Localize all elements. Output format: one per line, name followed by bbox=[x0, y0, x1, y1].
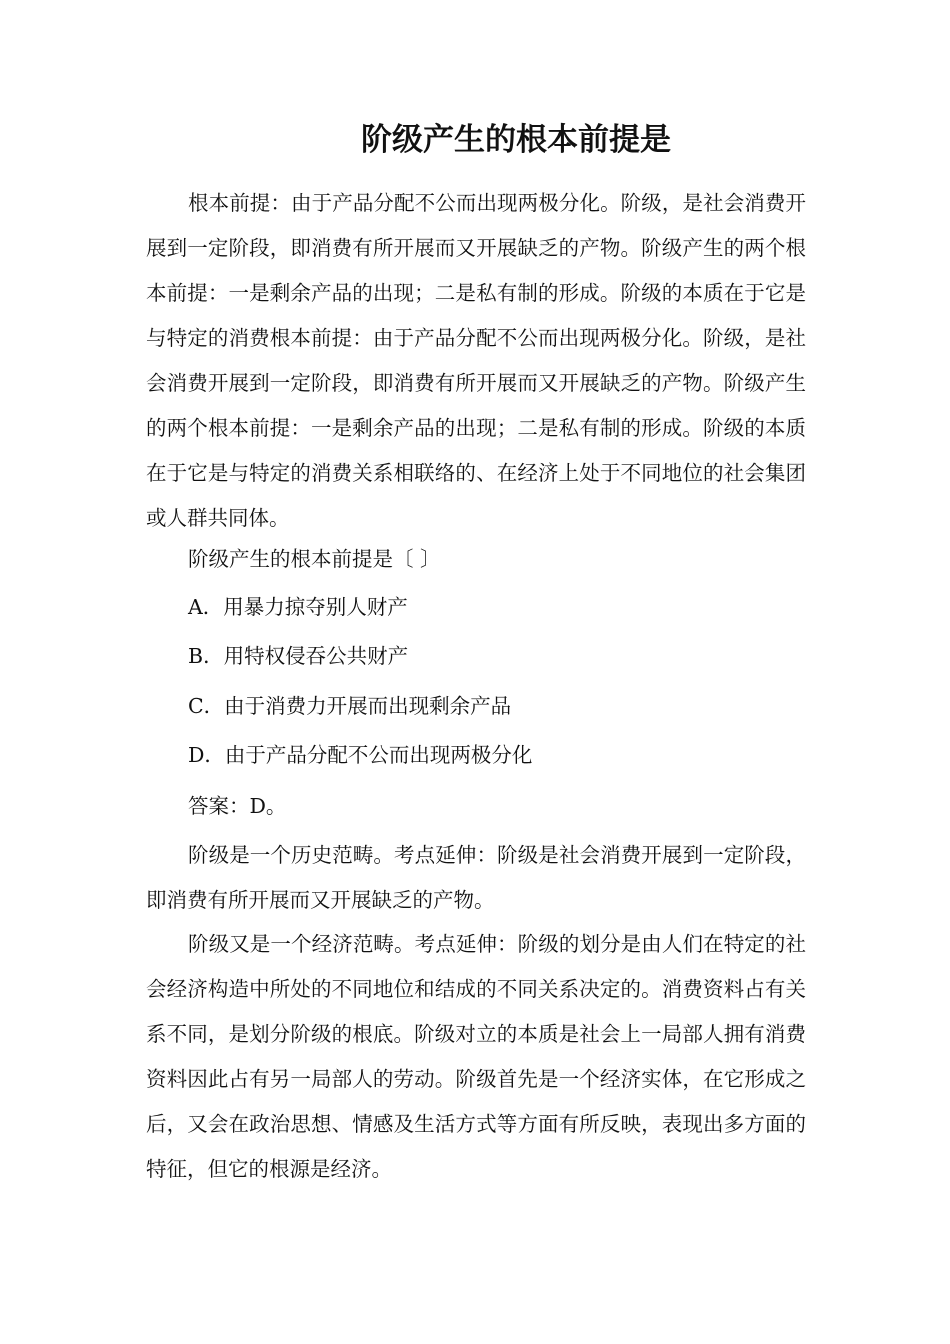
answer-text: 答案：D。 bbox=[188, 794, 287, 818]
intro-paragraph: 根本前提：由于产品分配不公而出现两极分化。阶级，是社会消费开展到一定阶段，即消费有所开展而又开展缺乏的产物。阶级产生的两个根本前提：一是剩余产品的出现；二是私有制的形成。阶级的本质在于它是与特定的消费根本前提：由于产品分配不公而出现两极分化。阶级，是社会消费开展到一定阶段，即消费有所开展而又开展缺乏的产物。阶级产生的两个根本前提：一是剩余产品的出现；二是私有制的形成。阶级的本质在于它是与特定的消费关系相联络的、在经济上处于不同地位的社会集团或人群共同体。 bbox=[146, 191, 806, 530]
question-text: 阶级产生的根本前提是〔 〕 bbox=[188, 547, 441, 571]
option-d: D．由于产品分配不公而出现两极分化 bbox=[188, 743, 533, 767]
option-a: A．用暴力掠夺别人财产 bbox=[188, 595, 408, 619]
history-paragraph: 阶级是一个历史范畴。考点延伸：阶级是社会消费开展到一定阶段，即消费有所开展而又开展缺乏的产物。 bbox=[146, 843, 806, 912]
document-title: 阶级产生的根本前提是 bbox=[361, 122, 671, 158]
option-c: C．由于消费力开展而出现剩余产品 bbox=[188, 694, 512, 718]
economy-paragraph: 阶级又是一个经济范畴。考点延伸：阶级的划分是由人们在特定的社会经济构造中所处的不同地位和结成的不同关系决定的。消费资料占有关系不同，是划分阶级的根底。阶级对立的本质是社会上一局部人拥有消费资料因此占有另一局部人的劳动。阶级首先是一个经济实体，在它形成之后，又会在政治思想、情感及生活方式等方面有所反映，表现出多方面的特征，但它的根源是经济。 bbox=[146, 932, 806, 1181]
option-b: B．用特权侵吞公共财产 bbox=[188, 644, 409, 668]
